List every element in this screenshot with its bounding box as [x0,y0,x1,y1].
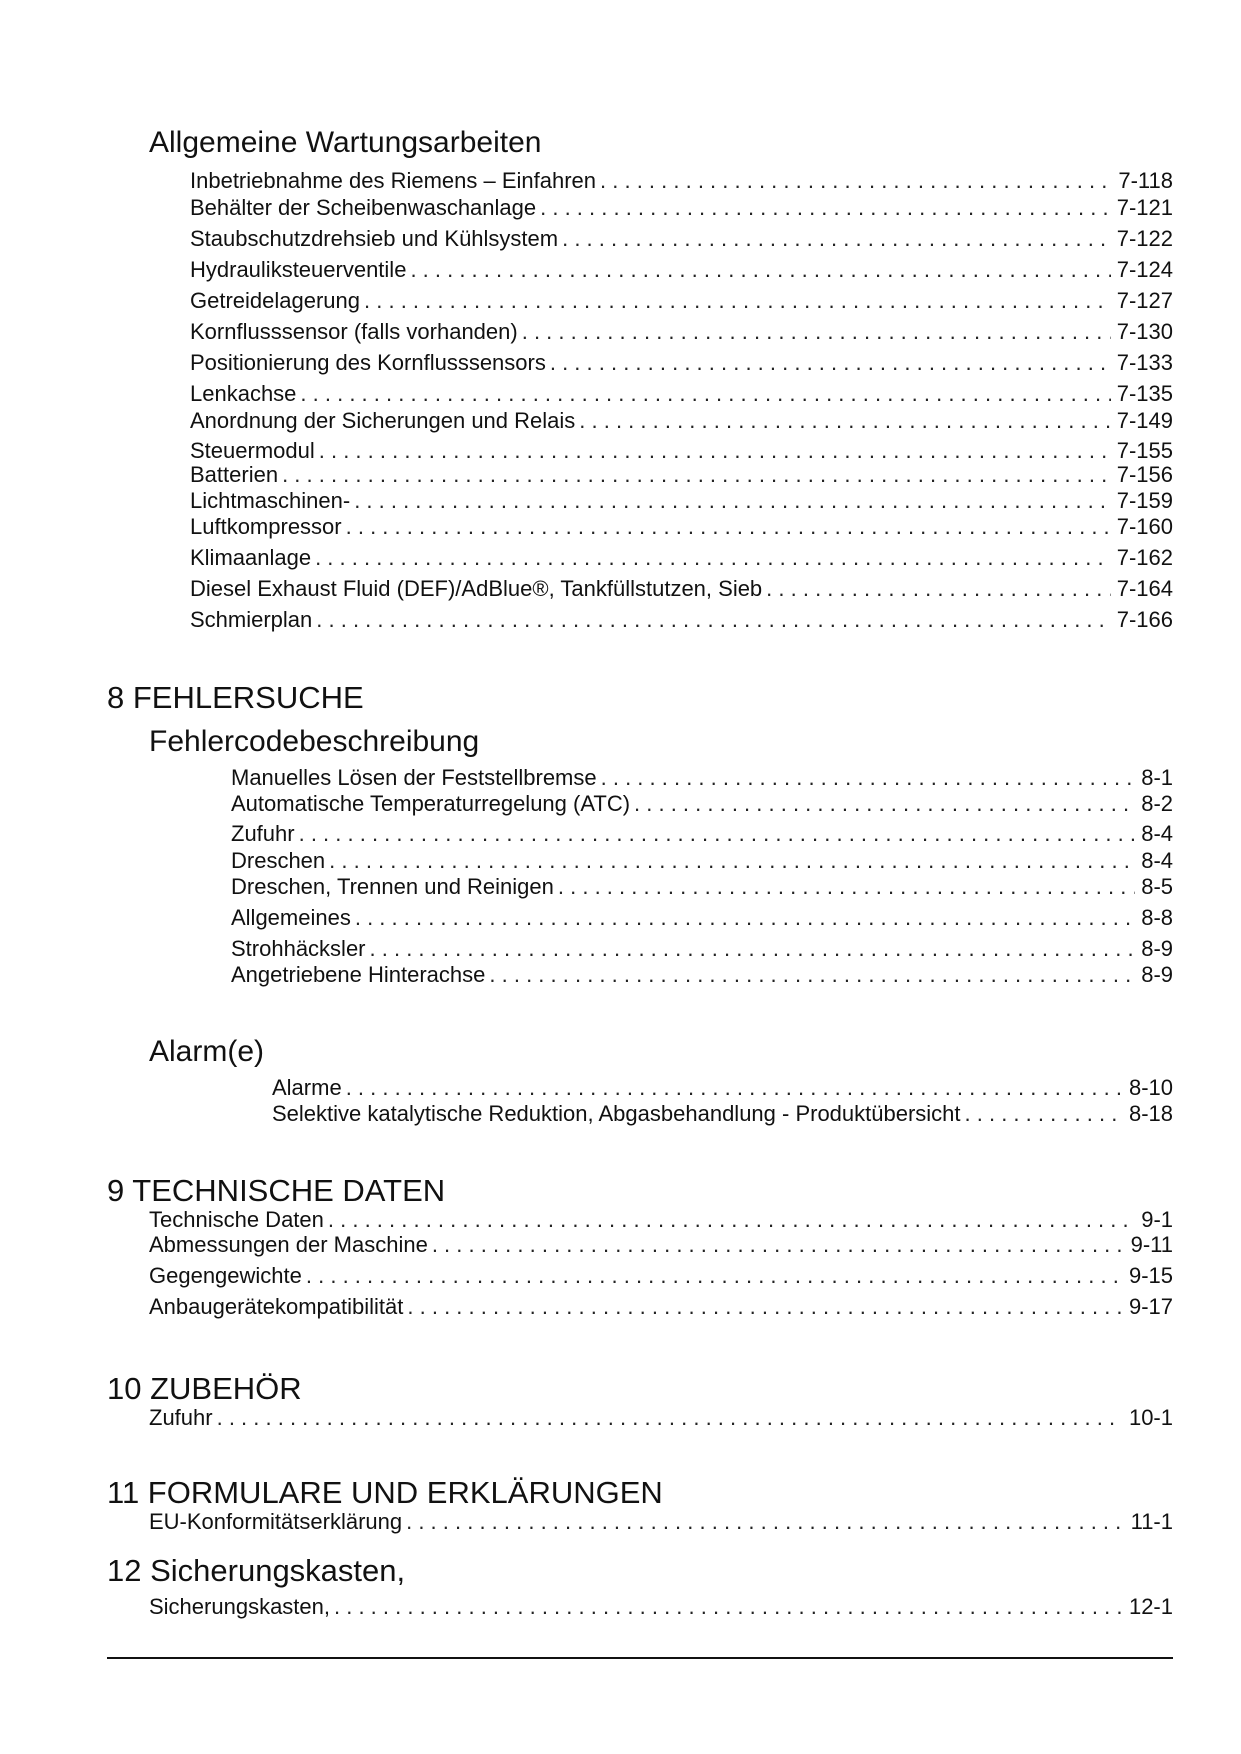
toc-entry-text: EU-Konformitätserklärung [149,1509,403,1534]
toc-entry[interactable] [190,350,1173,376]
toc-entry[interactable] [231,765,1173,791]
toc-entry[interactable] [231,791,1173,817]
toc-entry-text: Dreschen, Trennen und Reinigen [231,874,554,899]
chapter-title-12: 12 Sicherungskasten, [107,1553,406,1588]
toc-entry-text: Inbetriebnahme des Riemens – Einfahren [190,168,597,193]
leader-dots [300,381,1110,407]
leader-dots [540,195,1111,221]
section-title-alarme: Alarm(e) [149,1035,265,1068]
leader-dots [334,1594,1123,1620]
toc-entry-text: Diesel Exhaust Fluid (DEF)/AdBlue®, Tankfüllstutzen, Sieb [190,576,763,601]
toc-entry[interactable] [231,874,1173,900]
leader-dots [406,1509,1124,1535]
toc-entry-text: Hydrauliksteuerventile [190,257,407,282]
section-title-fehlercode: Fehlercodebeschreibung [149,725,480,758]
toc-entry[interactable] [190,545,1173,571]
toc-entry-text: Lenkachse [190,381,297,406]
toc-entry-page: 7-159 [1116,488,1173,513]
toc-entry-text: Staubschutzdrehsieb und Kühlsystem [190,226,559,251]
toc-entry-page: 7-121 [1116,195,1173,220]
toc-entry[interactable] [231,848,1173,874]
toc-entry-page: 8-4 [1141,848,1173,873]
toc-entry[interactable] [231,821,1173,847]
toc-entry[interactable] [149,1594,1173,1620]
toc-entry[interactable] [272,1075,1173,1101]
toc-entry[interactable] [149,1405,1173,1431]
toc-entry-page: 9-17 [1128,1294,1173,1319]
toc-entry-text: Sicherungskasten, [149,1594,330,1619]
toc-entry-page: 8-5 [1141,874,1173,899]
toc-entry-page: 11-1 [1130,1509,1173,1534]
leader-dots [329,848,1135,874]
toc-entry[interactable] [190,488,1173,514]
leader-dots [306,1263,1123,1289]
toc-entry[interactable] [149,1263,1173,1289]
leader-dots [522,319,1111,345]
toc-entry[interactable] [190,168,1173,194]
leader-dots [315,545,1111,571]
toc-entry[interactable] [149,1232,1173,1258]
toc-entry[interactable] [149,1294,1173,1320]
toc-entry-page: 8-4 [1141,821,1173,846]
toc-entry[interactable] [190,462,1173,488]
toc-entry[interactable] [190,514,1173,540]
toc-entry-text: Lichtmaschinen- [190,488,351,513]
toc-entry[interactable] [149,1509,1173,1535]
toc-entry-text: Automatische Temperaturregelung (ATC) [231,791,631,816]
toc-entry-text: Angetriebene Hinterachse [231,962,486,987]
toc-entry-text: Getreidelagerung [190,288,361,313]
leader-dots [550,350,1111,376]
toc-entry-text: Strohhäcksler [231,936,366,961]
leader-dots [346,514,1111,540]
chapter-title-10: 10 ZUBEHÖR [107,1371,302,1406]
toc-entry-page: 7-164 [1116,576,1173,601]
toc-entry-text: Klimaanlage [190,545,312,570]
chapter-title-11: 11 FORMULARE UND ERKLÄRUNGEN [107,1475,663,1510]
chapter-title-9: 9 TECHNISCHE DATEN [107,1173,446,1208]
leader-dots [354,488,1111,514]
leader-dots [432,1232,1125,1258]
toc-entry-text: Zufuhr [231,821,295,846]
toc-entry-page: 7-149 [1116,408,1173,433]
leader-dots [766,576,1111,602]
leader-dots [558,874,1135,900]
toc-entry-page: 10-1 [1128,1405,1173,1430]
toc-entry-page: 7-155 [1116,438,1173,463]
leader-dots [364,288,1111,314]
toc-entry-text: Anbaugerätekompatibilität [149,1294,404,1319]
toc-entry-page: 7-135 [1116,381,1173,406]
leader-dots [316,607,1110,633]
toc-entry-page: 8-1 [1141,765,1173,790]
leader-dots [328,1207,1135,1233]
toc-entry-page: 8-9 [1141,962,1173,987]
toc-entry-page: 8-18 [1128,1101,1173,1126]
toc-entry[interactable] [190,195,1173,221]
toc-entry[interactable] [190,381,1173,407]
toc-entry-text: Batterien [190,462,279,487]
leader-dots [579,408,1110,434]
toc-entry-text: Alarme [272,1075,342,1100]
toc-entry-text: Abmessungen der Maschine [149,1232,428,1257]
toc-entry-text: Technische Daten [149,1207,324,1232]
toc-entry-page: 7-130 [1116,319,1173,344]
toc-entry-text: Schmierplan [190,607,313,632]
leader-dots [319,438,1111,464]
toc-entry[interactable] [231,905,1173,931]
toc-entry-page: 9-15 [1128,1263,1173,1288]
toc-entry[interactable] [190,288,1173,314]
toc-entry[interactable] [231,936,1173,962]
leader-dots [562,226,1111,252]
toc-entry-text: Anordnung der Sicherungen und Relais [190,408,576,433]
toc-entry[interactable] [272,1101,1173,1127]
leader-dots [489,962,1135,988]
chapter-title-8: 8 FEHLERSUCHE [107,680,364,715]
leader-dots [370,936,1136,962]
toc-entry-page: 8-8 [1141,905,1173,930]
toc-entry-page: 7-127 [1116,288,1173,313]
leader-dots [410,257,1110,283]
section-title-wartung: Allgemeine Wartungsarbeiten [149,126,542,159]
toc-entry-text: Dreschen [231,848,326,873]
toc-entry-page: 8-10 [1128,1075,1173,1100]
toc-entry-page: 12-1 [1128,1594,1173,1619]
toc-entry[interactable] [190,319,1173,345]
toc-entry-page: 7-156 [1116,462,1173,487]
toc-entry[interactable] [149,1207,1173,1233]
toc-entry[interactable] [190,257,1173,283]
leader-dots [217,1405,1123,1431]
toc-entry-text: Positionierung des Kornflusssensors [190,350,546,375]
leader-dots [355,905,1135,931]
toc-entry-text: Manuelles Lösen der Feststellbremse [231,765,597,790]
toc-entry-text: Zufuhr [149,1405,213,1430]
toc-entry-text: Allgemeines [231,905,351,930]
leader-dots [282,462,1111,488]
toc-entry-page: 7-118 [1118,168,1173,193]
toc-entry[interactable] [190,607,1173,633]
toc-entry-page: 7-166 [1116,607,1173,632]
toc-entry[interactable] [190,576,1173,602]
toc-entry-page: 7-124 [1116,257,1173,282]
toc-entry-page: 9-1 [1141,1207,1173,1232]
toc-entry-text: Behälter der Scheibenwaschanlage [190,195,537,220]
leader-dots [600,168,1112,194]
leader-dots [346,1075,1123,1101]
toc-entry-page: 8-2 [1141,791,1173,816]
toc-entry-text: Kornflusssensor (falls vorhanden) [190,319,518,344]
toc-entry-page: 7-162 [1116,545,1173,570]
toc-entry[interactable] [190,438,1173,464]
toc-entry-text: Selektive katalytische Reduktion, Abgasbehandlung - Produktübersicht [272,1101,961,1126]
leader-dots [299,821,1136,847]
toc-entry[interactable] [231,962,1173,988]
toc-entry[interactable] [190,226,1173,252]
toc-entry-page: 9-11 [1130,1232,1173,1257]
toc-entry-page: 7-133 [1116,350,1173,375]
toc-entry-page: 8-9 [1141,936,1173,961]
toc-entry-page: 7-160 [1116,514,1173,539]
leader-dots [601,765,1136,791]
toc-entry-text: Gegengewichte [149,1263,302,1288]
leader-dots [634,791,1135,817]
toc-entry-page: 7-122 [1116,226,1173,251]
leader-dots [407,1294,1123,1320]
leader-dots [965,1101,1123,1127]
toc-entry[interactable] [190,408,1173,434]
toc-entry-text: Steuermodul [190,438,315,463]
footer-rule [107,1657,1173,1659]
toc-entry-text: Luftkompressor [190,514,342,539]
